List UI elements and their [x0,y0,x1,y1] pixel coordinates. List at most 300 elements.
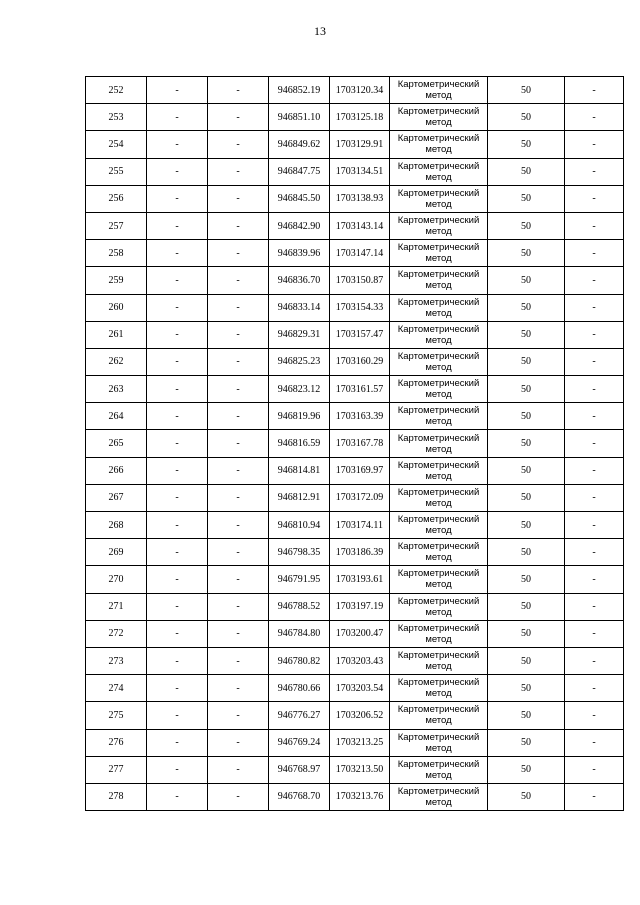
table-row [86,348,624,375]
method-cell [390,267,488,294]
description-cell: - [565,240,624,267]
coordinate-y-cell: 1703143.14 [330,212,390,239]
method-cell [390,376,488,403]
method-cell [390,675,488,702]
method-cell [390,158,488,185]
table-row [86,702,624,729]
method-cell [390,104,488,131]
empty-x-cell: - [147,783,208,810]
method-line-1: Картометрический [397,79,480,91]
accuracy-cell: 50 [488,267,565,294]
point-number-cell: 266 [86,457,147,484]
point-number-cell: 274 [86,675,147,702]
coordinate-x-cell: 946810.94 [269,512,330,539]
coordinate-x-cell: 946768.70 [269,783,330,810]
description-cell: - [565,756,624,783]
method-line-2: метод [425,552,452,564]
point-number-cell: 272 [86,620,147,647]
coordinate-y-cell: 1703172.09 [330,484,390,511]
method-line-1: Картометрический [397,704,480,716]
empty-y-cell: - [208,104,269,131]
coordinate-y-cell: 1703197.19 [330,593,390,620]
coordinate-y-cell: 1703213.76 [330,783,390,810]
method-line-2: метод [425,117,452,129]
coordinate-y-cell: 1703203.43 [330,647,390,674]
method-cell [390,212,488,239]
method-line-2: метод [425,280,452,292]
table-row [86,294,624,321]
point-number-cell: 268 [86,512,147,539]
description-cell: - [565,675,624,702]
point-number-cell: 265 [86,430,147,457]
accuracy-cell: 50 [488,348,565,375]
point-number-cell: 270 [86,566,147,593]
method-line-1: Картометрический [397,160,480,172]
accuracy-cell: 50 [488,294,565,321]
empty-y-cell: - [208,729,269,756]
point-number-cell: 258 [86,240,147,267]
coordinate-x-cell: 946836.70 [269,267,330,294]
accuracy-cell: 50 [488,212,565,239]
description-cell: - [565,185,624,212]
method-line-2: метод [425,769,452,781]
description-cell: - [565,647,624,674]
coordinate-y-cell: 1703169.97 [330,457,390,484]
coordinate-y-cell: 1703200.47 [330,620,390,647]
accuracy-cell: 50 [488,484,565,511]
method-line-1: Картометрический [397,323,480,335]
method-line-1: Картометрический [397,378,480,390]
method-line-1: Картометрический [397,106,480,118]
method-line-1: Картометрический [397,242,480,254]
description-cell: - [565,403,624,430]
point-number-cell: 271 [86,593,147,620]
method-line-1: Картометрический [397,215,480,227]
method-line-2: метод [425,253,452,265]
method-cell [390,566,488,593]
table-row [86,321,624,348]
empty-y-cell: - [208,647,269,674]
empty-y-cell: - [208,457,269,484]
accuracy-cell: 50 [488,539,565,566]
method-cell [390,783,488,810]
point-number-cell: 261 [86,321,147,348]
table-body [86,77,624,811]
empty-y-cell: - [208,158,269,185]
description-cell: - [565,158,624,185]
method-line-2: метод [425,796,452,808]
coordinate-y-cell: 1703147.14 [330,240,390,267]
empty-x-cell: - [147,484,208,511]
empty-x-cell: - [147,212,208,239]
coordinate-y-cell: 1703129.91 [330,131,390,158]
empty-y-cell: - [208,539,269,566]
empty-x-cell: - [147,294,208,321]
coordinate-x-cell: 946814.81 [269,457,330,484]
empty-x-cell: - [147,376,208,403]
coordinate-x-cell: 946769.24 [269,729,330,756]
coordinate-x-cell: 946842.90 [269,212,330,239]
accuracy-cell: 50 [488,185,565,212]
accuracy-cell: 50 [488,77,565,104]
empty-x-cell: - [147,675,208,702]
empty-x-cell: - [147,593,208,620]
method-cell [390,702,488,729]
point-number-cell: 267 [86,484,147,511]
coordinate-x-cell: 946819.96 [269,403,330,430]
table-row [86,566,624,593]
coordinate-x-cell: 946849.62 [269,131,330,158]
point-number-cell: 255 [86,158,147,185]
method-line-2: метод [425,715,452,727]
table-row [86,484,624,511]
coordinate-y-cell: 1703125.18 [330,104,390,131]
coordinate-y-cell: 1703150.87 [330,267,390,294]
table-row [86,756,624,783]
method-line-2: метод [425,198,452,210]
method-cell [390,131,488,158]
accuracy-cell: 50 [488,321,565,348]
description-cell: - [565,267,624,294]
coordinate-y-cell: 1703154.33 [330,294,390,321]
accuracy-cell: 50 [488,240,565,267]
description-cell: - [565,430,624,457]
method-cell [390,729,488,756]
description-cell: - [565,104,624,131]
method-cell [390,403,488,430]
description-cell: - [565,729,624,756]
accuracy-cell: 50 [488,131,565,158]
table-row [86,783,624,810]
coordinate-y-cell: 1703138.93 [330,185,390,212]
empty-y-cell: - [208,403,269,430]
description-cell: - [565,512,624,539]
accuracy-cell: 50 [488,647,565,674]
coordinate-x-cell: 946852.19 [269,77,330,104]
description-cell: - [565,702,624,729]
method-line-1: Картометрический [397,187,480,199]
accuracy-cell: 50 [488,702,565,729]
point-number-cell: 253 [86,104,147,131]
coordinate-y-cell: 1703157.47 [330,321,390,348]
empty-x-cell: - [147,729,208,756]
method-line-1: Картометрический [397,568,480,580]
accuracy-cell: 50 [488,158,565,185]
method-line-1: Картометрический [397,269,480,281]
point-number-cell: 276 [86,729,147,756]
coordinate-y-cell: 1703160.29 [330,348,390,375]
method-cell [390,240,488,267]
method-cell [390,185,488,212]
coordinate-x-cell: 946791.95 [269,566,330,593]
method-line-2: метод [425,443,452,455]
point-number-cell: 254 [86,131,147,158]
method-cell [390,647,488,674]
coordinate-x-cell: 946784.80 [269,620,330,647]
empty-x-cell: - [147,457,208,484]
method-cell [390,430,488,457]
method-line-1: Картометрический [397,405,480,417]
coordinate-x-cell: 946768.97 [269,756,330,783]
point-number-cell: 260 [86,294,147,321]
method-line-1: Картометрический [397,677,480,689]
coordinate-y-cell: 1703213.50 [330,756,390,783]
method-line-1: Картометрический [397,432,480,444]
empty-x-cell: - [147,430,208,457]
empty-x-cell: - [147,240,208,267]
coordinate-x-cell: 946839.96 [269,240,330,267]
empty-y-cell: - [208,620,269,647]
point-number-cell: 273 [86,647,147,674]
table-row [86,240,624,267]
coordinate-x-cell: 946825.23 [269,348,330,375]
description-cell: - [565,294,624,321]
method-line-2: метод [425,334,452,346]
point-number-cell: 259 [86,267,147,294]
coordinate-x-cell: 946780.82 [269,647,330,674]
empty-y-cell: - [208,212,269,239]
method-line-2: метод [425,661,452,673]
empty-y-cell: - [208,267,269,294]
coordinate-y-cell: 1703167.78 [330,430,390,457]
empty-x-cell: - [147,512,208,539]
method-cell [390,512,488,539]
method-line-2: метод [425,226,452,238]
coordinate-y-cell: 1703206.52 [330,702,390,729]
method-cell [390,348,488,375]
point-number-cell: 264 [86,403,147,430]
table-row [86,675,624,702]
coordinate-x-cell: 946851.10 [269,104,330,131]
empty-x-cell: - [147,403,208,430]
description-cell: - [565,131,624,158]
description-cell: - [565,620,624,647]
method-cell [390,620,488,647]
method-line-1: Картометрический [397,486,480,498]
accuracy-cell: 50 [488,729,565,756]
empty-y-cell: - [208,756,269,783]
table-row [86,512,624,539]
empty-x-cell: - [147,185,208,212]
method-line-1: Картометрический [397,296,480,308]
method-cell [390,539,488,566]
coordinate-x-cell: 946816.59 [269,430,330,457]
method-line-2: метод [425,361,452,373]
coordinate-x-cell: 946823.12 [269,376,330,403]
empty-y-cell: - [208,593,269,620]
table-row [86,647,624,674]
coordinate-y-cell: 1703174.11 [330,512,390,539]
coordinate-y-cell: 1703193.61 [330,566,390,593]
empty-x-cell: - [147,321,208,348]
point-number-cell: 278 [86,783,147,810]
method-line-1: Картометрический [397,650,480,662]
point-number-cell: 257 [86,212,147,239]
description-cell: - [565,484,624,511]
empty-x-cell: - [147,566,208,593]
method-line-1: Картометрический [397,133,480,145]
coordinate-x-cell: 946812.91 [269,484,330,511]
table-row [86,212,624,239]
method-cell [390,321,488,348]
table-row [86,376,624,403]
empty-y-cell: - [208,240,269,267]
coordinate-y-cell: 1703213.25 [330,729,390,756]
table-row [86,430,624,457]
empty-y-cell: - [208,675,269,702]
point-number-cell: 277 [86,756,147,783]
method-line-1: Картометрический [397,514,480,526]
description-cell: - [565,783,624,810]
method-line-1: Картометрический [397,595,480,607]
empty-x-cell: - [147,702,208,729]
method-cell [390,593,488,620]
coordinate-x-cell: 946798.35 [269,539,330,566]
point-number-cell: 269 [86,539,147,566]
method-line-1: Картометрический [397,758,480,770]
coordinate-x-cell: 946829.31 [269,321,330,348]
empty-y-cell: - [208,484,269,511]
point-number-cell: 262 [86,348,147,375]
method-line-1: Картометрический [397,541,480,553]
empty-x-cell: - [147,539,208,566]
accuracy-cell: 50 [488,593,565,620]
empty-x-cell: - [147,756,208,783]
empty-x-cell: - [147,620,208,647]
coordinate-x-cell: 946847.75 [269,158,330,185]
point-number-cell: 252 [86,77,147,104]
description-cell: - [565,566,624,593]
empty-y-cell: - [208,131,269,158]
method-line-2: метод [425,525,452,537]
empty-x-cell: - [147,104,208,131]
method-line-1: Картометрический [397,350,480,362]
coordinate-x-cell: 946776.27 [269,702,330,729]
method-line-2: метод [425,171,452,183]
empty-y-cell: - [208,321,269,348]
empty-y-cell: - [208,512,269,539]
coordinate-x-cell: 946833.14 [269,294,330,321]
method-line-2: метод [425,688,452,700]
description-cell: - [565,376,624,403]
empty-y-cell: - [208,430,269,457]
method-cell [390,484,488,511]
empty-y-cell: - [208,185,269,212]
accuracy-cell: 50 [488,783,565,810]
description-cell: - [565,321,624,348]
empty-x-cell: - [147,348,208,375]
method-line-2: метод [425,497,452,509]
coordinate-x-cell: 946845.50 [269,185,330,212]
accuracy-cell: 50 [488,512,565,539]
empty-x-cell: - [147,267,208,294]
table-row [86,457,624,484]
method-line-1: Картометрический [397,785,480,797]
method-cell [390,457,488,484]
coordinate-y-cell: 1703203.54 [330,675,390,702]
coordinate-y-cell: 1703161.57 [330,376,390,403]
method-line-2: метод [425,307,452,319]
method-line-2: метод [425,389,452,401]
method-cell [390,294,488,321]
table-row [86,620,624,647]
table-row [86,593,624,620]
method-cell [390,77,488,104]
empty-y-cell: - [208,77,269,104]
coordinate-y-cell: 1703120.34 [330,77,390,104]
table-row [86,104,624,131]
description-cell: - [565,539,624,566]
method-line-2: метод [425,606,452,618]
accuracy-cell: 50 [488,675,565,702]
empty-y-cell: - [208,376,269,403]
method-line-2: метод [425,742,452,754]
empty-x-cell: - [147,131,208,158]
point-number-cell: 275 [86,702,147,729]
table-row [86,131,624,158]
empty-y-cell: - [208,566,269,593]
empty-y-cell: - [208,294,269,321]
page-number: 13 [314,24,326,38]
description-cell: - [565,348,624,375]
accuracy-cell: 50 [488,620,565,647]
table-row [86,158,624,185]
method-cell [390,756,488,783]
empty-y-cell: - [208,348,269,375]
method-line-2: метод [425,90,452,102]
empty-x-cell: - [147,77,208,104]
method-line-1: Картометрический [397,622,480,634]
description-cell: - [565,77,624,104]
table-row [86,539,624,566]
coordinate-x-cell: 946780.66 [269,675,330,702]
description-cell: - [565,212,624,239]
empty-y-cell: - [208,702,269,729]
point-number-cell: 256 [86,185,147,212]
method-line-2: метод [425,579,452,591]
method-line-2: метод [425,144,452,156]
accuracy-cell: 50 [488,457,565,484]
coordinate-y-cell: 1703186.39 [330,539,390,566]
table-row [86,403,624,430]
coordinates-table [85,76,624,811]
table-row [86,185,624,212]
accuracy-cell: 50 [488,430,565,457]
accuracy-cell: 50 [488,403,565,430]
accuracy-cell: 50 [488,566,565,593]
description-cell: - [565,457,624,484]
accuracy-cell: 50 [488,104,565,131]
description-cell: - [565,593,624,620]
table-row [86,729,624,756]
table-row [86,267,624,294]
method-line-1: Картометрический [397,459,480,471]
accuracy-cell: 50 [488,756,565,783]
coordinate-y-cell: 1703163.39 [330,403,390,430]
empty-x-cell: - [147,158,208,185]
method-line-2: метод [425,416,452,428]
accuracy-cell: 50 [488,376,565,403]
empty-y-cell: - [208,783,269,810]
method-line-2: метод [425,633,452,645]
table-row [86,77,624,104]
method-line-1: Картометрический [397,731,480,743]
coordinate-x-cell: 946788.52 [269,593,330,620]
point-number-cell: 263 [86,376,147,403]
coordinate-y-cell: 1703134.51 [330,158,390,185]
empty-x-cell: - [147,647,208,674]
method-line-2: метод [425,470,452,482]
